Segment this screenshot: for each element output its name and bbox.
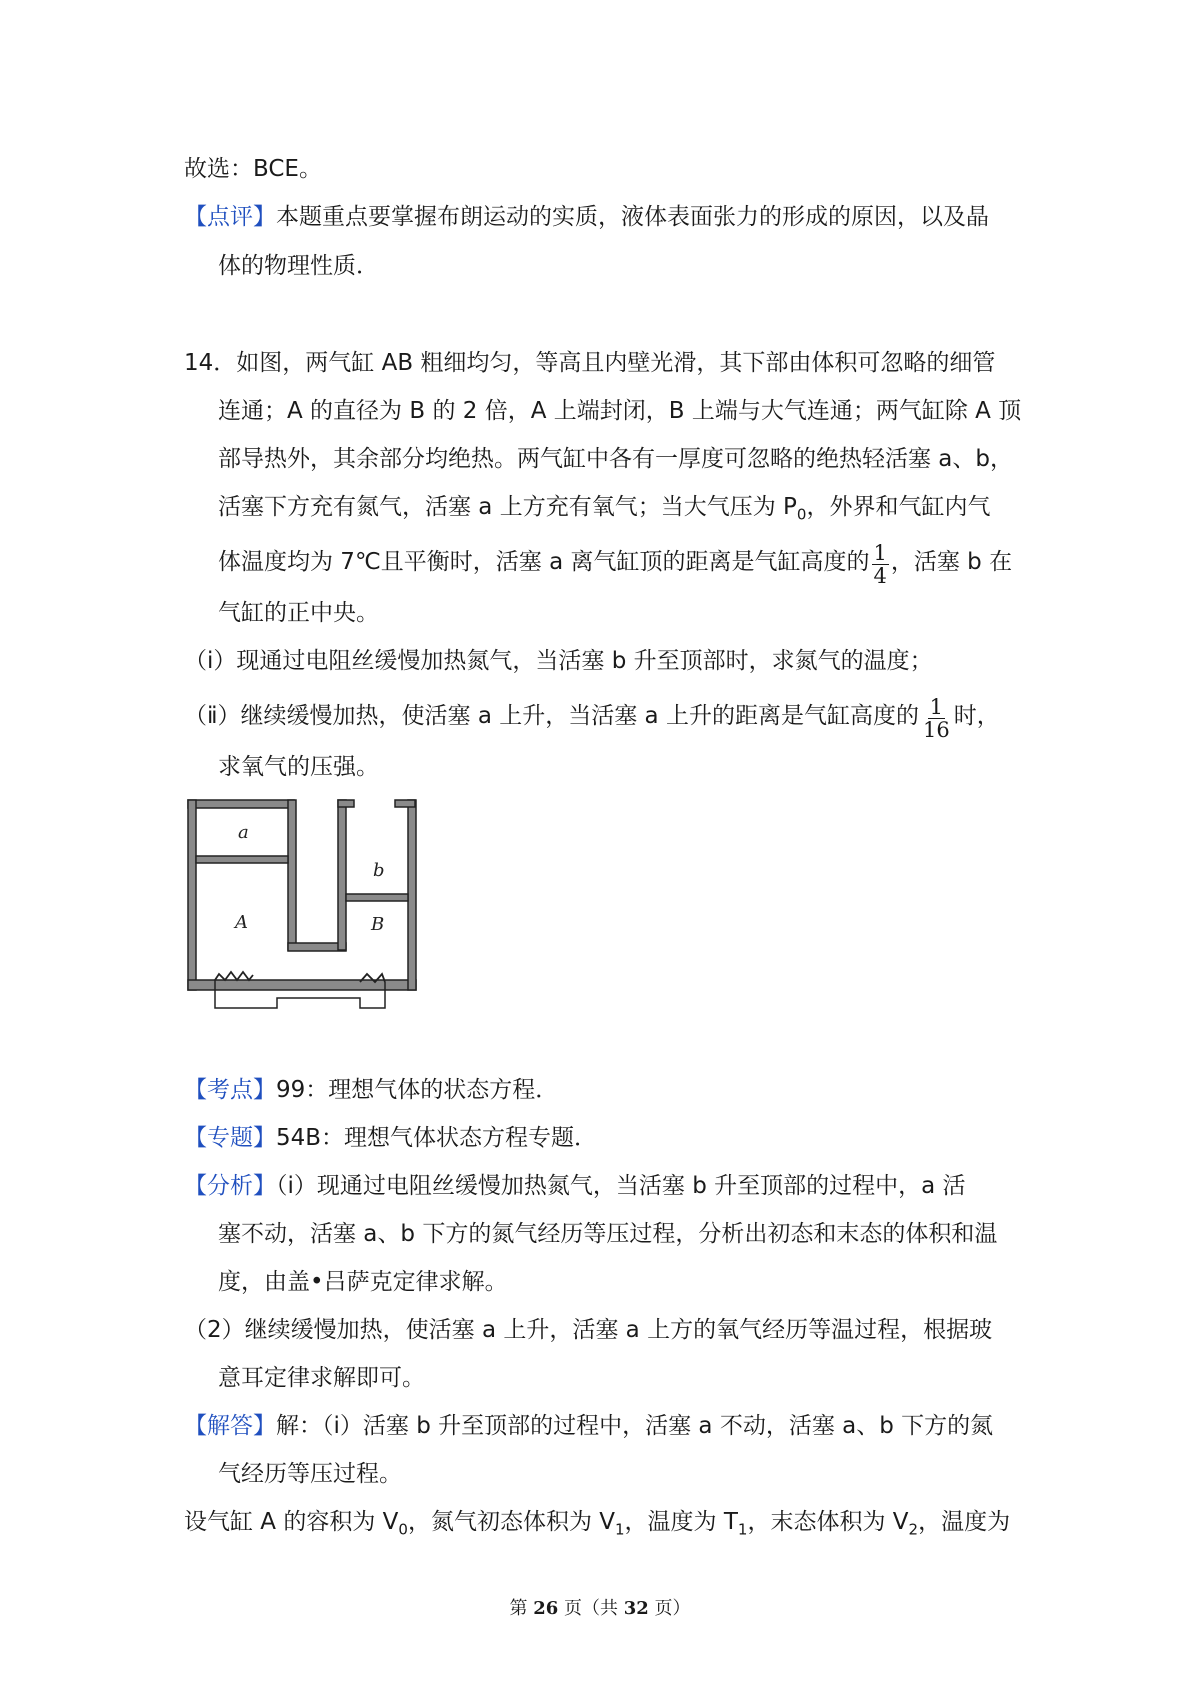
knowledge-point: 【考点】99：理想气体的状态方程． <box>184 1077 559 1103</box>
question-part-ii: （ⅱ）继续缓慢加热，使活塞 a 上升，当活塞 a 上升的距离是气缸高度的 $\frac{1}{16}$ 时， <box>184 695 1000 742</box>
review-line-2: 体的物理性质． <box>218 253 379 279</box>
question-part-ii-2: 求氧气的压强。 <box>218 754 379 780</box>
fraction-one-quarter: $\frac{1}{4}$ <box>873 541 887 588</box>
question-line-1: 14．如图，两气缸 AB 粗细均匀，等高且内壁光滑，其下部由体积可忽略的细管 <box>184 350 996 376</box>
piston-a <box>196 856 288 863</box>
question-part-i: （ⅰ）现通过电阻丝缓慢加热氮气，当活塞 b 升至顶部时，求氮气的温度； <box>184 648 933 674</box>
question-line-5: 体温度均为 7℃且平衡时，活塞 a 离气缸顶的距离是气缸高度的 $\frac{1}{4}$ ，活塞 b 在 <box>218 541 1013 588</box>
solution-line-1: 【解答】解：（ⅰ）活塞 b 升至顶部的过程中，活塞 a 不动，活塞 a、b 下方的氮 <box>184 1413 994 1439</box>
review-line-1: 【点评】本题重点要掌握布朗运动的实质，液体表面张力的形成的原因，以及晶 <box>184 204 989 230</box>
cylinder-diagram <box>185 798 420 1024</box>
fraction-one-sixteenth: $\frac{1}{16}$ <box>922 695 950 742</box>
page-number: 26 <box>533 1598 559 1619</box>
solution-tag: 【解答】 <box>184 1413 276 1439</box>
question-number: 14． <box>184 350 237 376</box>
solution-line-2: 气经历等压过程。 <box>218 1461 402 1487</box>
analysis-tag: 【分析】 <box>184 1173 276 1199</box>
question-line-2: 连通；A 的直径为 B 的 2 倍，A 上端封闭，B 上端与大气连通；两气缸除 A 顶 <box>218 398 1022 424</box>
analysis-line-5: 意耳定律求解即可。 <box>218 1365 425 1391</box>
analysis-line-2: 塞不动，活塞 a、b 下方的氮气经历等压过程，分析出初态和末态的体积和温 <box>218 1221 998 1247</box>
label-b: b <box>373 860 385 881</box>
analysis-line-1: 【分析】（ⅰ）现通过电阻丝缓慢加热氮气，当活塞 b 升至顶部的过程中，a 活 <box>184 1173 966 1199</box>
question-line-3: 部导热外，其余部分均绝热。两气缸中各有一厚度可忽略的绝热轻活塞 a、b， <box>218 446 1014 472</box>
analysis-line-3: 度，由盖•吕萨克定律求解。 <box>218 1269 508 1295</box>
review-tag: 【点评】 <box>184 204 276 230</box>
knowledge-tag: 【考点】 <box>184 1077 276 1103</box>
label-a: a <box>238 822 249 843</box>
piston-b <box>346 894 408 901</box>
answer-choice: 故选：BCE。 <box>184 156 322 182</box>
topic: 【专题】54B：理想气体状态方程专题． <box>184 1125 598 1151</box>
page-total: 32 <box>623 1598 649 1619</box>
question-line-4: 活塞下方充有氮气，活塞 a 上方充有氧气；当大气压为 $P_0$，外界和气缸内气 <box>218 494 991 524</box>
page-footer: 第 26 页（共 32 页） <box>509 1598 691 1619</box>
label-B: B <box>371 914 385 935</box>
analysis-line-4: （2）继续缓慢加热，使活塞 a 上升，活塞 a 上方的氧气经历等温过程，根据玻 <box>184 1317 993 1343</box>
solution-line-3: 设气缸 A 的容积为 $V_0$，氮气初态体积为 $V_1$，温度为 $T_1$，末态体积为 $V_2$，温度为 <box>184 1509 1011 1539</box>
question-line-6: 气缸的正中央。 <box>218 600 379 626</box>
label-A: A <box>235 912 248 933</box>
topic-tag: 【专题】 <box>184 1125 276 1151</box>
